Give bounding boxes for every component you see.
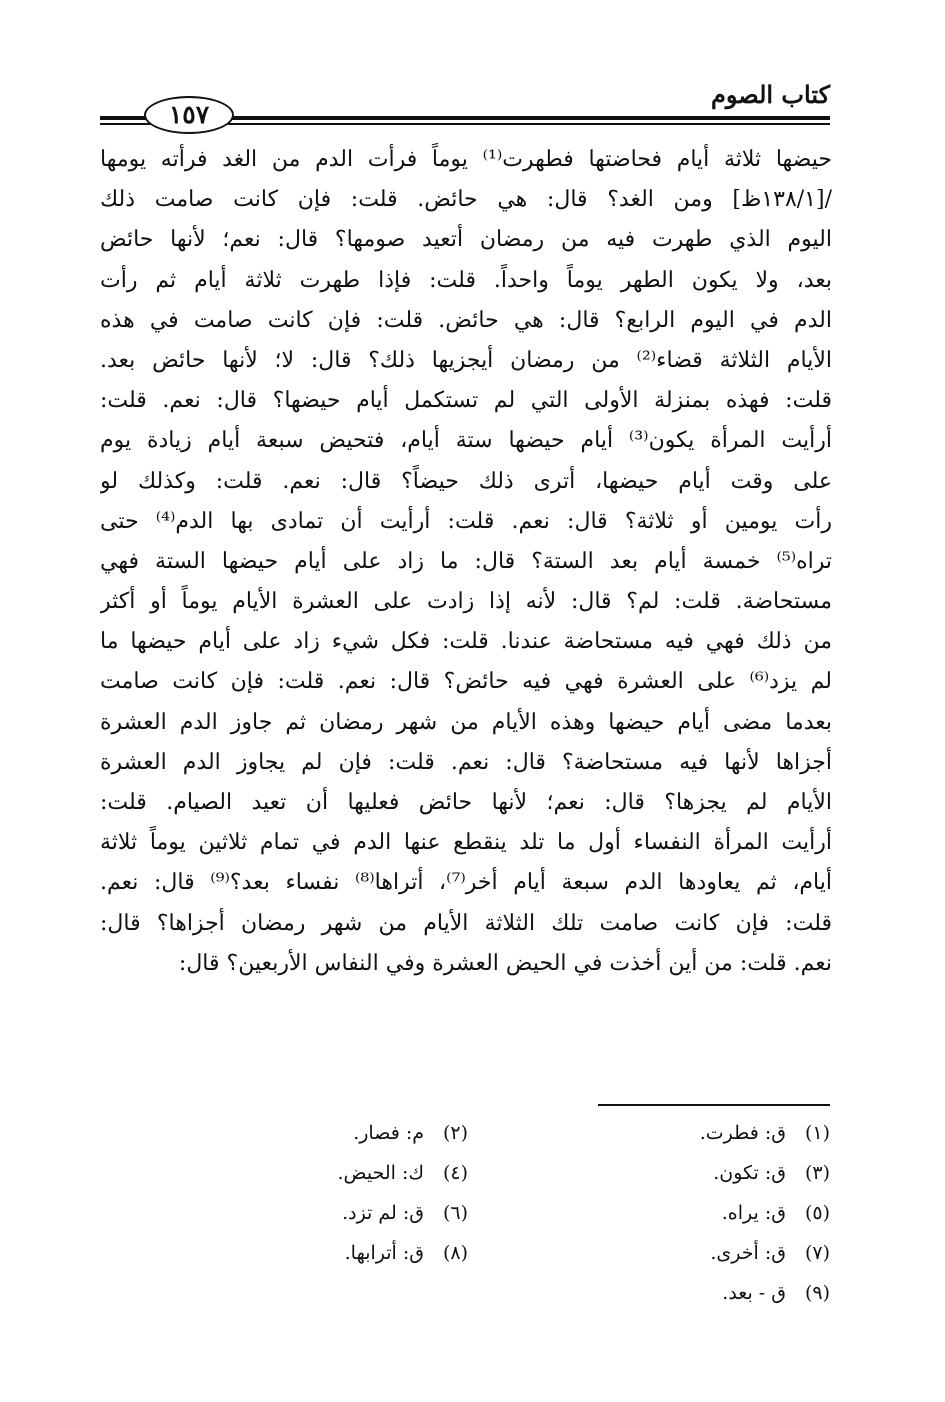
text-line: تراه⁽⁵⁾ خمسة أيام بعد الستة؟ قال: ما زاد على أيام حيضها الستة فهي	[100, 548, 832, 574]
footnote-text: ق: لم تزد.	[342, 1202, 424, 1224]
footnote-item	[353, 1118, 468, 1148]
footnote-separator	[598, 1104, 830, 1106]
footnote-item	[710, 1238, 830, 1268]
book-title: كتاب الصوم	[711, 80, 830, 109]
footnote-text: ق - بعد.	[722, 1282, 786, 1304]
text-line: أيام، ثم يعاودها الدم سبعة أيام أخر⁽⁷⁾، أتراها⁽⁸⁾ نفساء بعد؟⁽⁹⁾ قال: نعم.	[100, 870, 832, 896]
footnote-number: (٧)	[804, 1242, 830, 1264]
text-line: من ذلك فهي فيه مستحاضة عندنا. قلت: فكل شيء زاد على أيام حيضها ما	[100, 629, 832, 655]
footnote-text: ق: فطرت.	[699, 1122, 786, 1144]
footnote-number: (٢)	[442, 1122, 468, 1144]
footnote-text: ق: أخرى.	[710, 1242, 786, 1264]
footnote-number: (٩)	[804, 1282, 830, 1304]
text-line: بعدما مضى أيام حيضها وهذه الأيام من شهر رمضان ثم جاوز الدم العشرة	[100, 709, 832, 735]
text-line: حيضها ثلاثة أيام فحاضتها فطهرت⁽¹⁾ يوماً فرأت الدم من الغد فرأته يومها	[100, 147, 832, 172]
text-line: /[١٣٨/١ظ] ومن الغد؟ قال: هي حائض. قلت: فإن كانت صامت ذلك	[100, 187, 832, 213]
page-header	[100, 78, 830, 138]
text-line: أرأيت المرأة النفساء أول ما تلد ينقطع عنها الدم في تمام ثلاثين يوماً ثلاثة	[100, 830, 832, 856]
footnote-number: (٣)	[804, 1162, 830, 1184]
footnote-item	[338, 1158, 468, 1188]
text-line: قلت: فإن كانت صامت تلك الثلاثة الأيام من شهر رمضان أجزاها؟ قال:	[100, 910, 832, 936]
footnote-number: (٦)	[442, 1202, 468, 1224]
footnote-item	[345, 1238, 468, 1268]
text-line: رأت يومين أو ثلاثة؟ قال: نعم. قلت: أرأيت أن تمادى بها الدم⁽⁴⁾ حتى	[100, 508, 832, 534]
footnote-number: (١)	[804, 1122, 830, 1144]
footnote-item	[722, 1198, 830, 1228]
text-line: بعد، ولا يكون الطهر يوماً واحداً. قلت: فإذا طهرت ثلاثة أيام ثم رأت	[100, 267, 832, 293]
body-text	[100, 140, 832, 984]
text-line: قلت: فهذه بمنزلة الأولى التي لم تستكمل أيام حيضها؟ قال: نعم. قلت:	[100, 388, 832, 414]
footnote-text: ق: يراه.	[721, 1202, 786, 1224]
footnote-item	[342, 1198, 468, 1228]
text-line: على وقت أيام حيضها، أترى ذلك حيضاً؟ قال: نعم. قلت: وكذلك لو	[100, 468, 832, 494]
footnote-number: (٤)	[442, 1162, 468, 1184]
footnote-text: ق: تكون.	[713, 1162, 786, 1184]
footnote-number: (٨)	[442, 1242, 468, 1264]
text-line: اليوم الذي طهرت فيه من رمضان أتعيد صومها؟ قال: نعم؛ لأنها حائض	[100, 227, 832, 253]
page-number: ١٥٧	[144, 96, 234, 134]
text-line: مستحاضة. قلت: لم؟ قال: لأنه إذا زادت على العشرة الأيام يوماً أو أكثر	[100, 589, 832, 615]
footnote-item	[722, 1278, 830, 1308]
text-line: أجزاها لأنها فيه مستحاضة؟ قال: نعم. قلت: فإن لم يجاوز الدم العشرة	[100, 749, 832, 775]
text-line: نعم. قلت: من أين أخذت في الحيض العشرة وفي النفاس الأربعين؟ قال:	[178, 950, 832, 976]
text-line: الدم في اليوم الرابع؟ قال: هي حائض. قلت: فإن كانت صامت في هذه	[100, 307, 832, 333]
text-line: الأيام لم يجزها؟ قال: نعم؛ لأنها حائض فعليها أن تعيد الصيام. قلت:	[100, 790, 832, 815]
text-line: الأيام الثلاثة قضاء⁽²⁾ من رمضان أيجزيها ذلك؟ قال: لا؛ لأنها حائض بعد.	[100, 347, 832, 373]
footnote-number: (٥)	[804, 1202, 830, 1224]
text-line: لم يزد⁽⁶⁾ على العشرة فهي فيه حائض؟ قال: نعم. قلت: فإن كانت صامت	[100, 669, 832, 695]
footnote-text: م: فصار.	[353, 1122, 424, 1144]
text-line: أرأيت المرأة يكون⁽³⁾ أيام حيضها ستة أيام، فتحيض سبعة أيام زيادة يوم	[100, 428, 832, 454]
footnote-text: ق: أترابها.	[344, 1242, 424, 1264]
footnote-item	[713, 1158, 830, 1188]
footnote-text: ك: الحيض.	[337, 1162, 424, 1184]
footnote-item	[700, 1118, 830, 1148]
